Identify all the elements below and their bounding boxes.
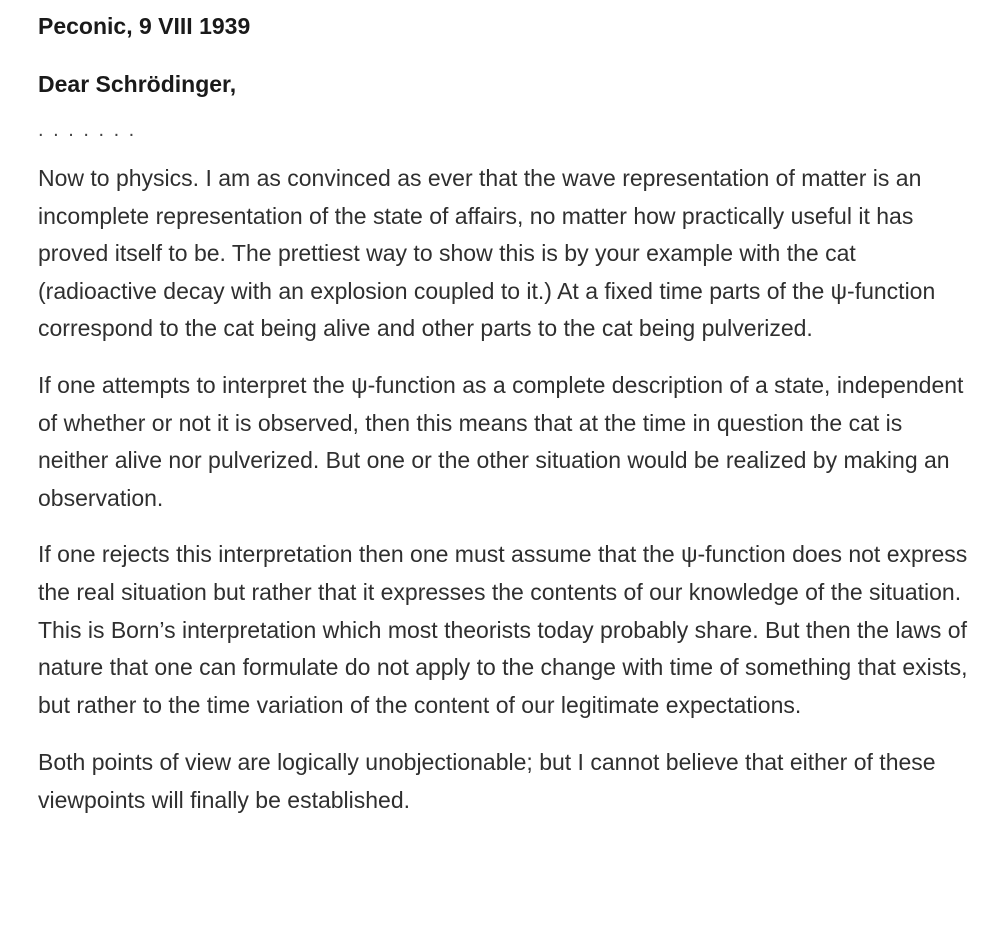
paragraph-born-interpretation: If one rejects this interpretation then one must assume that the ψ-function does not express the real situation but rather that it expresses the contents of our knowledge of the situation. This is Born’s interpretation which most theorists today probably share. But then the laws of nature that one can formulate do not apply to the change with time of something that exists, but rather to the time variation of the content of our legitimate expectations. bbox=[38, 541, 968, 718]
paragraph-complete-description: If one attempts to interpret the ψ-function as a complete description of a state, independent of whether or not it is observed, then this means that at the time in question the cat is neither alive nor pulverized. But one or the other situation would be realized by making an observation. bbox=[38, 371, 964, 511]
paragraph-physics-cat: Now to physics. I am as convinced as ever that the wave representation of matter is an incomplete representation of the state of affairs, no matter how practically useful it has proved itself to be. The prettiest way to show this is by your example with the cat (radioactive decay with an explosion coupled to it.) At a fixed time parts of the ψ-function correspond to the cat being alive and other parts to the cat being pulverized. bbox=[38, 165, 936, 342]
omission-ellipsis: . . . . . . . bbox=[38, 119, 137, 141]
letter-salutation: Dear Schrödinger, bbox=[38, 71, 237, 97]
letter-place-date: Peconic, 9 VIII 1939 bbox=[38, 13, 251, 39]
paragraph-conclusion: Both points of view are logically unobjectionable; but I cannot believe that either of these viewpoints will finally be established. bbox=[38, 749, 936, 813]
